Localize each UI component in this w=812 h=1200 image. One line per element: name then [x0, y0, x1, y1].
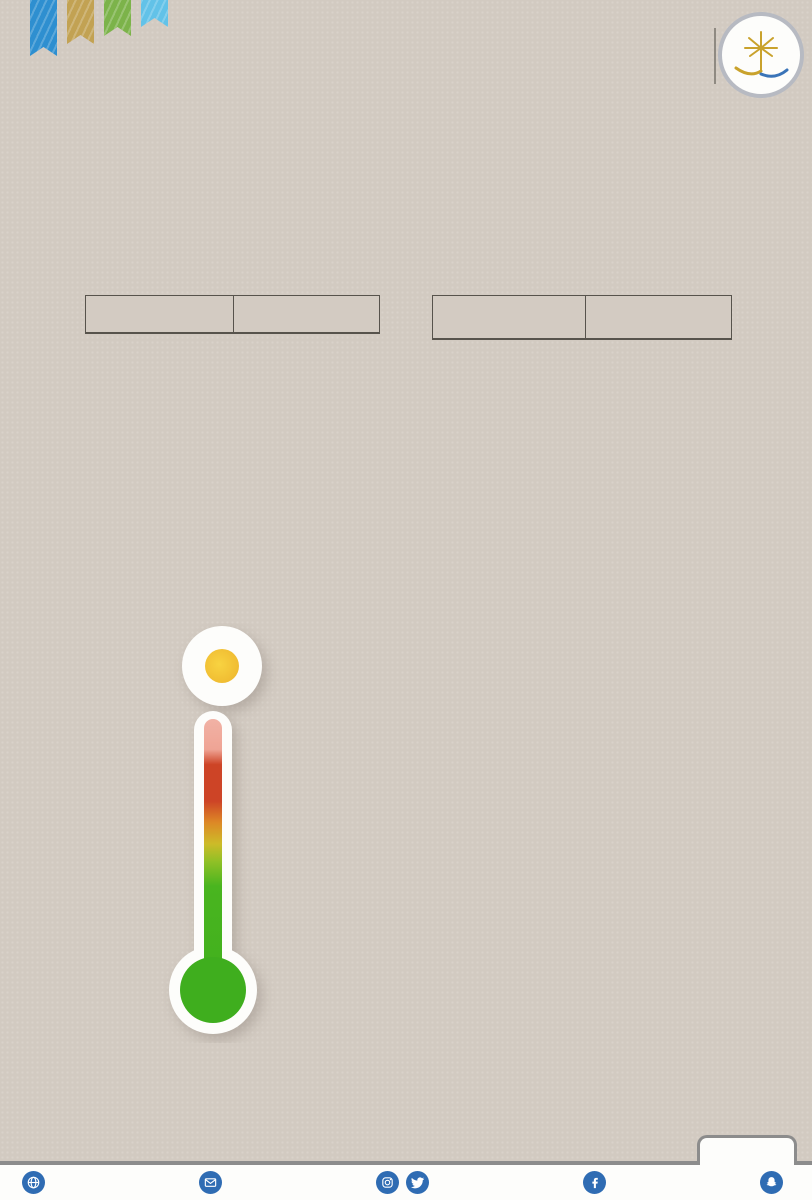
degree-column-header [433, 307, 585, 328]
saudi-palm-emblem-icon [718, 12, 804, 102]
facebook-icon [583, 1171, 606, 1194]
footer-tab-notch [697, 1135, 797, 1169]
authority-name-block [374, 26, 704, 31]
low-temperatures-table [85, 295, 380, 334]
instagram-icon [376, 1171, 399, 1194]
globe-icon [22, 1171, 45, 1194]
twitter-icon [406, 1171, 429, 1194]
city-column-header [585, 296, 731, 338]
footer-bar [0, 1165, 812, 1200]
snapchat-icon [760, 1171, 783, 1194]
thermometer-illustration [118, 623, 328, 1047]
ribbon-gold [67, 0, 94, 44]
table-header-row [86, 296, 379, 333]
ribbon-lightblue [141, 0, 168, 27]
high-temperatures-table [432, 295, 732, 340]
footer-email-link[interactable] [199, 1171, 229, 1194]
header-divider [714, 28, 716, 84]
ribbon-blue [30, 0, 57, 56]
footer-social-link[interactable] [376, 1171, 436, 1194]
footer-facebook-link[interactable] [583, 1171, 613, 1194]
footer-website-link[interactable] [22, 1171, 52, 1194]
logo-ribbons [18, 0, 188, 56]
ribbon-green [104, 0, 131, 36]
email-icon [199, 1171, 222, 1194]
footer-snapchat-link[interactable] [760, 1171, 790, 1194]
city-column-header [233, 296, 379, 332]
table-header-row [433, 296, 731, 339]
pme-brand-logo [18, 0, 188, 58]
